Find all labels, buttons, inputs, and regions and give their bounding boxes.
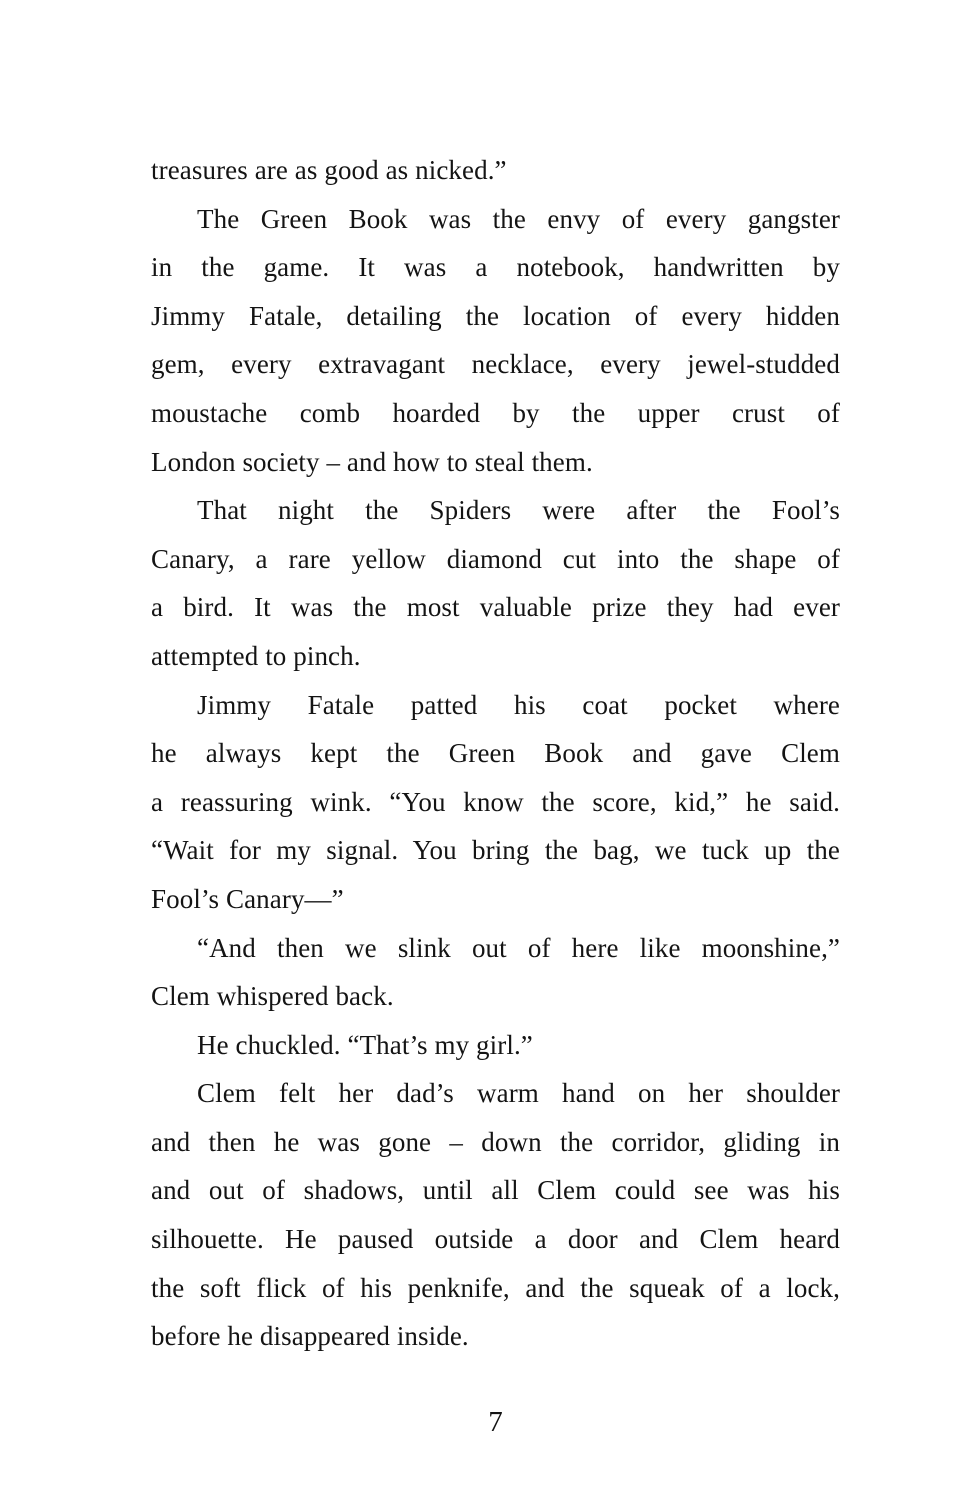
text-line: London society – and how to steal them. xyxy=(151,446,593,477)
text-line: gem, every extravagant necklace, every jewel-studded xyxy=(151,349,840,380)
text-line: attempted to pinch. xyxy=(151,640,361,671)
text-line: moustache comb hoarded by the upper crust of xyxy=(151,397,840,428)
text-line: in the game. It was a notebook, handwritten by xyxy=(151,252,840,283)
text-line: treasures are as good as nicked.” xyxy=(151,155,507,185)
text-line: Canary, a rare yellow diamond cut into the shape of xyxy=(151,543,840,574)
text-line: the soft flick of his penknife, and the squeak of a lock, xyxy=(151,1272,840,1303)
text-line: “Wait for my signal. You bring the bag, we tuck up the xyxy=(151,835,840,866)
text-line: The Green Book was the envy of every gangster xyxy=(197,203,840,234)
text-line: Jimmy Fatale, detailing the location of every hidden xyxy=(151,300,840,331)
text-line: He chuckled. “That’s my girl.” xyxy=(197,1029,533,1060)
text-line: Jimmy Fatale patted his coat pocket where xyxy=(197,689,840,720)
paragraph xyxy=(151,486,840,680)
text-line: Fool’s Canary—” xyxy=(151,883,344,914)
paragraph xyxy=(151,681,840,924)
text-line: and then he was gone – down the corridor, gliding in xyxy=(151,1126,840,1157)
text-line: silhouette. He paused outside a door and Clem heard xyxy=(151,1224,840,1255)
text-line: Clem felt her dad’s warm hand on her shoulder xyxy=(197,1078,840,1109)
paragraph xyxy=(151,146,840,195)
paragraph xyxy=(151,924,840,1021)
page-number: 7 xyxy=(488,1406,503,1438)
text-line: a bird. It was the most valuable prize they had ever xyxy=(151,592,840,623)
text-line: he always kept the Green Book and gave Clem xyxy=(151,738,840,769)
text-line: before he disappeared inside. xyxy=(151,1321,469,1352)
paragraph xyxy=(151,195,840,487)
text-line: and out of shadows, until all Clem could see was his xyxy=(151,1175,840,1206)
text-line: That night the Spiders were after the Fool’s xyxy=(197,495,840,526)
paragraph xyxy=(151,1021,840,1070)
text-line: Clem whispered back. xyxy=(151,981,394,1012)
text-block xyxy=(151,146,840,1361)
text-line: a reassuring wink. “You know the score, kid,” he said. xyxy=(151,786,840,817)
text-line: “And then we slink out of here like moonshine,” xyxy=(197,932,840,963)
paragraph xyxy=(151,1069,840,1361)
